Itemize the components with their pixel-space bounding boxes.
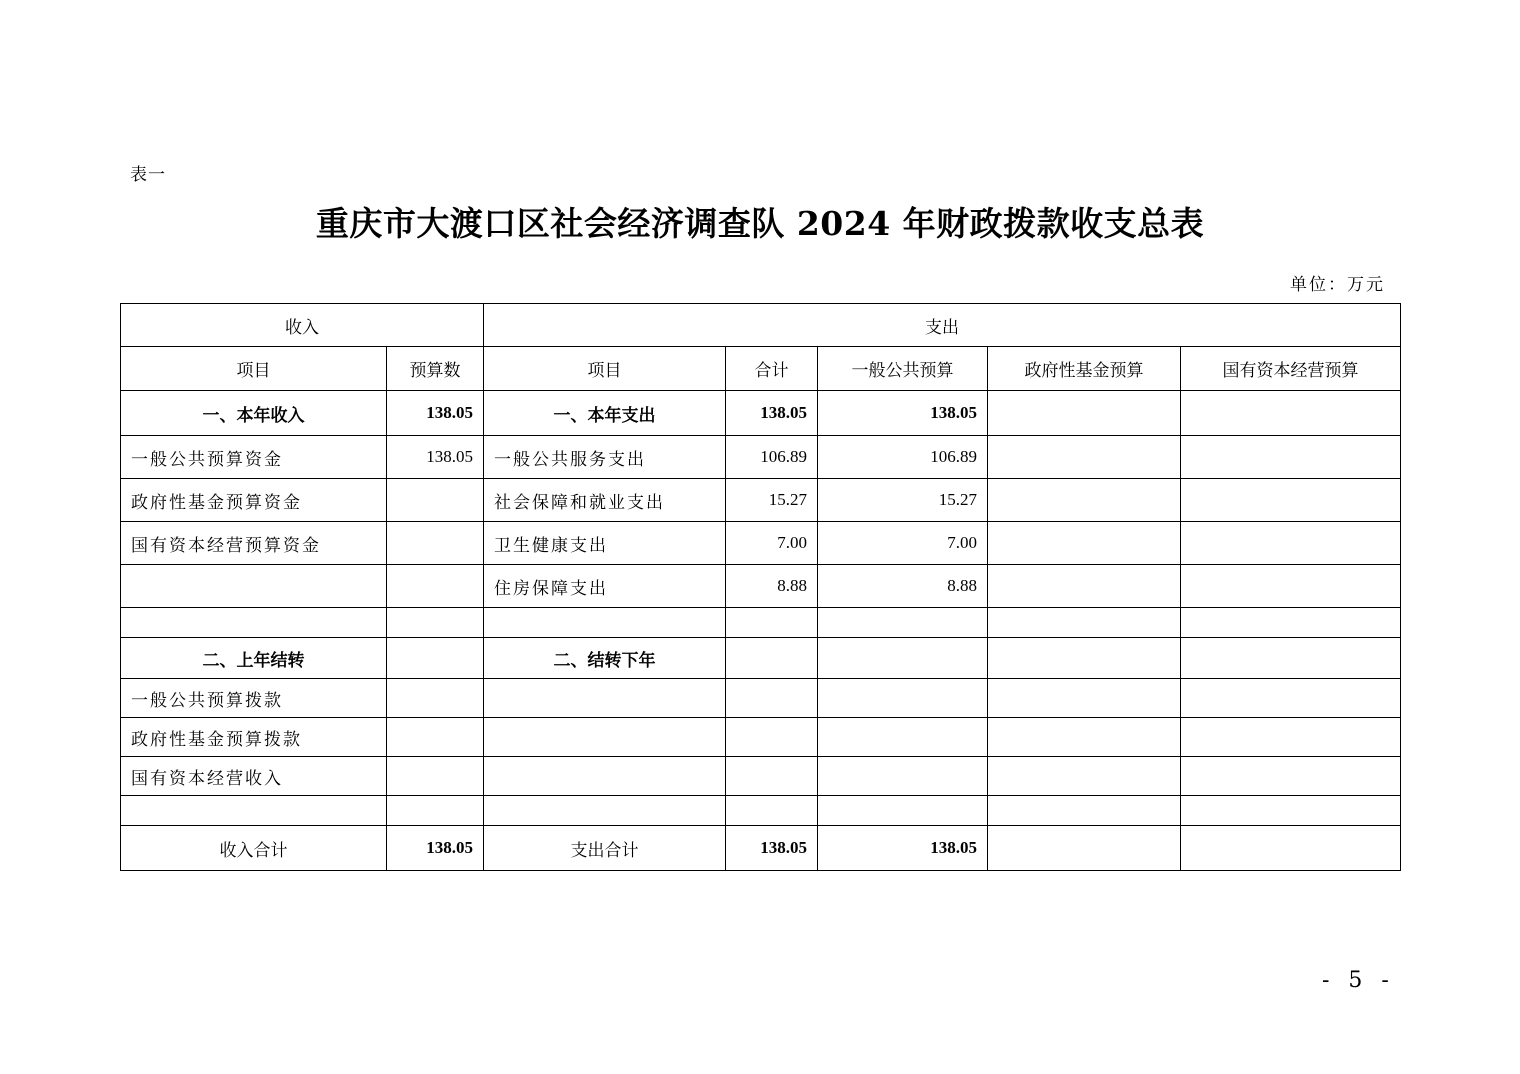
table-cell: 住房保障支出	[484, 565, 726, 608]
table-cell: 8.88	[818, 565, 988, 608]
table-cell: 社会保障和就业支出	[484, 479, 726, 522]
table-cell	[484, 796, 726, 826]
table-cell	[818, 638, 988, 679]
column-header: 项目	[484, 347, 726, 391]
table-label: 表一	[130, 165, 166, 185]
table-row	[121, 757, 1401, 796]
table-cell	[387, 608, 484, 638]
table-cell: 一般公共预算资金	[121, 436, 387, 479]
table-cell	[1181, 796, 1401, 826]
table-cell	[387, 679, 484, 718]
column-header: 政府性基金预算	[988, 347, 1181, 391]
table-cell	[484, 608, 726, 638]
table-cell	[818, 757, 988, 796]
table-cell: 一、本年收入	[121, 391, 387, 436]
table-cell: 国有资本经营预算资金	[121, 522, 387, 565]
table-cell: 二、上年结转	[121, 638, 387, 679]
table-cell	[818, 796, 988, 826]
column-header: 国有资本经营预算	[1181, 347, 1401, 391]
column-header: 项目	[121, 347, 387, 391]
table-cell	[988, 565, 1181, 608]
table-cell: 一般公共服务支出	[484, 436, 726, 479]
table-cell: 二、结转下年	[484, 638, 726, 679]
column-header-row	[121, 347, 1401, 391]
table-cell	[121, 796, 387, 826]
table-cell	[484, 757, 726, 796]
table-cell: 国有资本经营收入	[121, 757, 387, 796]
table-cell: 138.05	[726, 391, 818, 436]
table-row	[121, 638, 1401, 679]
table-cell	[988, 679, 1181, 718]
table-cell	[484, 679, 726, 718]
table-row	[121, 436, 1401, 479]
table-cell	[726, 718, 818, 757]
table-cell: 15.27	[726, 479, 818, 522]
page-title: 重庆市大渡口区社会经济调查队 2024 年财政拨款收支总表	[315, 204, 1205, 243]
table-cell	[726, 679, 818, 718]
table-cell	[726, 796, 818, 826]
table-cell	[988, 638, 1181, 679]
table-cell	[988, 718, 1181, 757]
table-row	[121, 522, 1401, 565]
table-cell: 7.00	[818, 522, 988, 565]
table-cell	[1181, 391, 1401, 436]
table-cell	[1181, 565, 1401, 608]
table-cell	[988, 796, 1181, 826]
table-cell	[726, 638, 818, 679]
unit-label: 单位：万元	[1290, 275, 1385, 295]
page-number: - 5 -	[1322, 968, 1395, 993]
table-cell	[988, 522, 1181, 565]
table-cell: 支出合计	[484, 826, 726, 871]
table-cell	[818, 718, 988, 757]
group-expense-header: 支出	[484, 304, 1401, 347]
table-cell: 138.05	[818, 391, 988, 436]
table-cell	[387, 479, 484, 522]
table-cell: 卫生健康支出	[484, 522, 726, 565]
table-row	[121, 565, 1401, 608]
column-header: 一般公共预算	[818, 347, 988, 391]
table-row	[121, 826, 1401, 871]
table-cell: 政府性基金预算资金	[121, 479, 387, 522]
table-cell	[1181, 638, 1401, 679]
table-cell: 7.00	[726, 522, 818, 565]
table-cell: 一、本年支出	[484, 391, 726, 436]
group-header-row	[121, 304, 1401, 347]
column-header: 预算数	[387, 347, 484, 391]
table-cell	[1181, 718, 1401, 757]
table-cell	[1181, 757, 1401, 796]
budget-table	[120, 303, 1401, 871]
table-cell: 政府性基金预算拨款	[121, 718, 387, 757]
table-cell	[387, 638, 484, 679]
table-cell: 收入合计	[121, 826, 387, 871]
table-cell	[387, 757, 484, 796]
table-cell	[988, 436, 1181, 479]
column-header: 合计	[726, 347, 818, 391]
table-cell	[988, 757, 1181, 796]
table-row	[121, 608, 1401, 638]
table-cell	[1181, 608, 1401, 638]
table-cell	[121, 565, 387, 608]
table-row	[121, 391, 1401, 436]
table-cell	[818, 608, 988, 638]
table-cell	[1181, 679, 1401, 718]
table-cell	[1181, 826, 1401, 871]
table-cell: 106.89	[726, 436, 818, 479]
table-cell	[387, 565, 484, 608]
table-cell	[484, 718, 726, 757]
table-cell	[387, 796, 484, 826]
table-cell	[818, 679, 988, 718]
table-cell: 8.88	[726, 565, 818, 608]
group-income-header: 收入	[121, 304, 484, 347]
table-cell	[387, 718, 484, 757]
table-cell	[988, 479, 1181, 522]
table-cell	[1181, 479, 1401, 522]
table-cell	[121, 608, 387, 638]
table-cell	[726, 608, 818, 638]
table-cell	[988, 608, 1181, 638]
table-row	[121, 718, 1401, 757]
table-cell: 15.27	[818, 479, 988, 522]
table-cell: 106.89	[818, 436, 988, 479]
table-cell: 138.05	[387, 826, 484, 871]
table-cell	[387, 522, 484, 565]
table-row	[121, 679, 1401, 718]
table-cell: 138.05	[387, 391, 484, 436]
table-cell	[1181, 522, 1401, 565]
table-cell: 一般公共预算拨款	[121, 679, 387, 718]
table-cell	[1181, 436, 1401, 479]
table-cell	[988, 826, 1181, 871]
table-row	[121, 479, 1401, 522]
table-row	[121, 796, 1401, 826]
table-cell: 138.05	[818, 826, 988, 871]
table-cell: 138.05	[726, 826, 818, 871]
table-cell: 138.05	[387, 436, 484, 479]
table-cell	[726, 757, 818, 796]
table-cell	[988, 391, 1181, 436]
